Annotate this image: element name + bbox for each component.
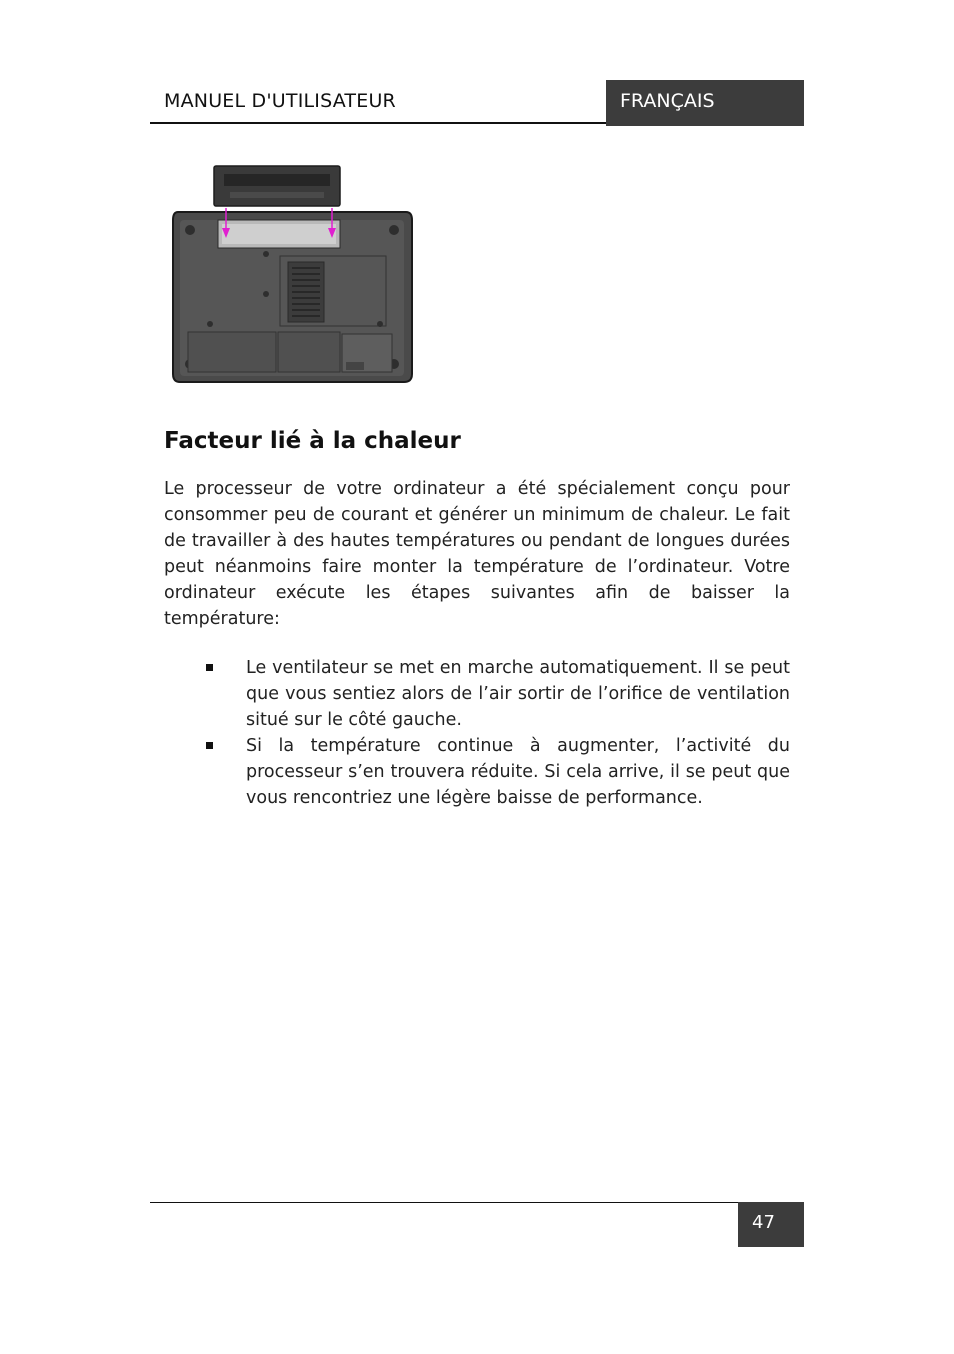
list-item-text: Le ventilateur se met en marche automatiquement. Il se peut que vous sentiez alors de l’air sortir de l’orifice de ventilation situé sur le côté gauche. [246,658,790,730]
bullet-list [164,655,790,811]
page-number: 47 [738,1202,804,1247]
laptop-battery-figure [170,164,414,386]
document-title: MANUEL D'UTILISATEUR [164,90,396,112]
list-item [164,655,790,733]
body-paragraph: Le processeur de votre ordinateur a été spécialement conçu pour consommer peu de courant et générer un minimum de chaleur. Le fait de travailler à des hautes températures ou pendant de longues durées peut néanmoins faire monter la température de l’ordinateur. Votre ordinateur exécute les étapes suivantes afin de baisser la température: [164,479,790,629]
list-item-text: Si la température continue à augmenter, l’activité du processeur s’en trouvera réduite. Si cela arrive, il se peut que vous rencontriez une légère baisse de performance. [246,736,790,808]
list-item [164,733,790,811]
header-bar [150,80,606,124]
square-bullet-icon [206,664,213,671]
laptop-bottom-illustration [170,164,414,386]
square-bullet-icon [206,742,213,749]
section-title: Facteur lié à la chaleur [164,428,461,454]
language-tab: FRANÇAIS [606,80,804,126]
footer-rule [150,1202,738,1203]
